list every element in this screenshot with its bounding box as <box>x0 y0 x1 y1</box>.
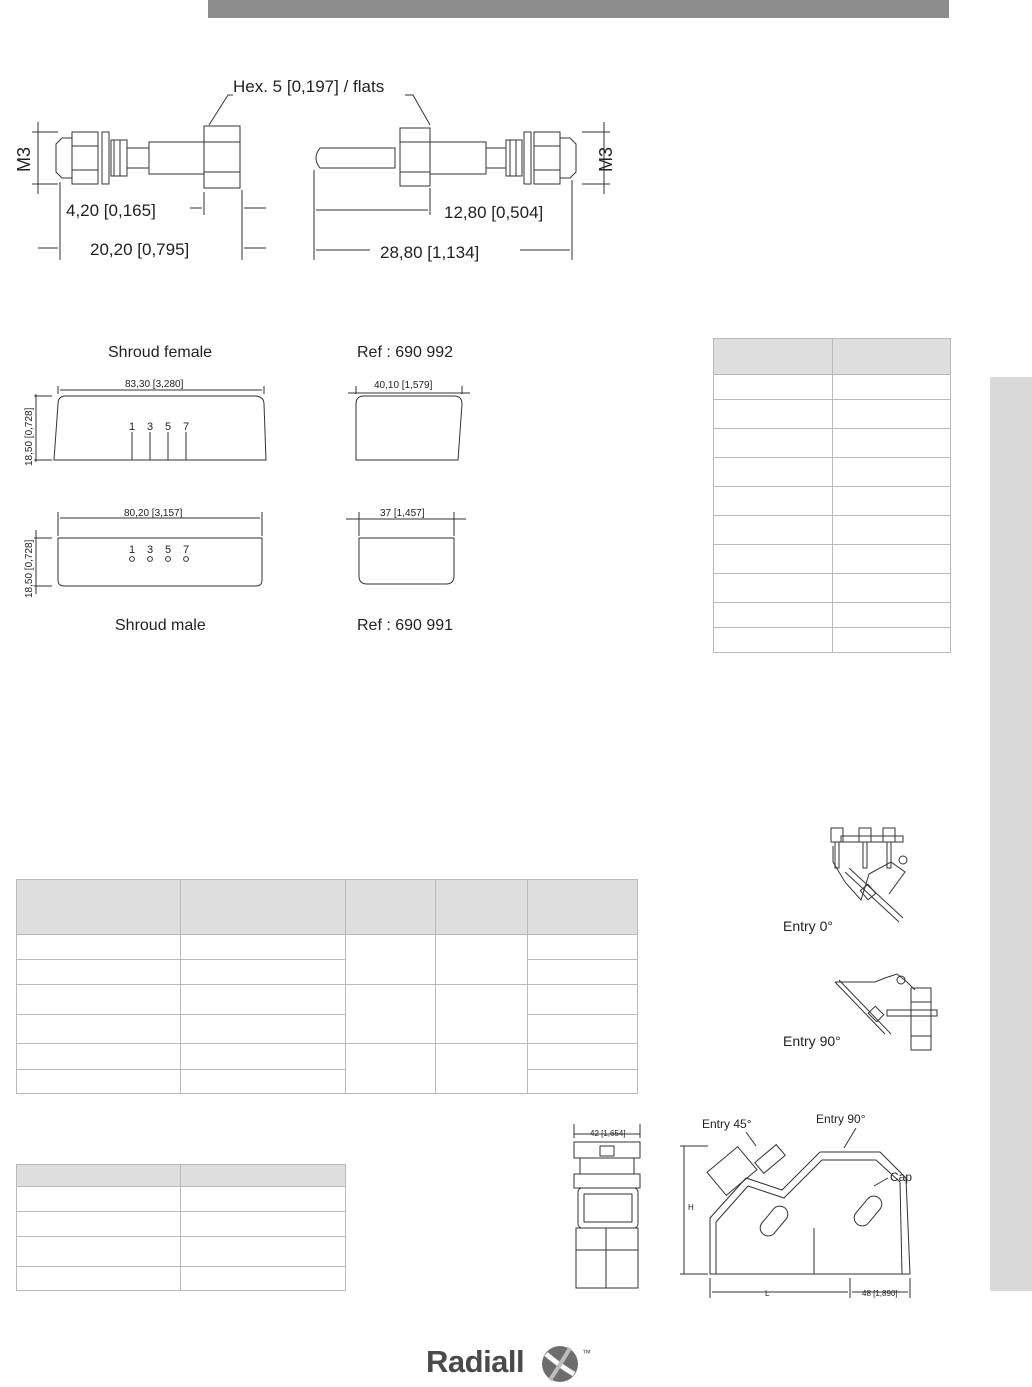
table-row <box>714 375 951 400</box>
table-row <box>714 574 951 603</box>
male-pin-3: 3 <box>147 544 154 556</box>
male-pin-7: 7 <box>183 544 190 556</box>
female-width-label: 83,30 [3,280] <box>125 379 184 390</box>
shroud-male-front <box>24 508 262 598</box>
dim-b-label: 20,20 [0,795] <box>90 240 190 259</box>
table-row <box>714 545 951 574</box>
table-row <box>17 1015 638 1044</box>
table-header-row <box>17 880 638 935</box>
female-pin-1: 1 <box>129 421 136 433</box>
male-contact <box>316 128 576 186</box>
entry-90-top-label: Entry 90° <box>816 1112 866 1126</box>
shroud-female-side <box>348 380 470 460</box>
table-row <box>714 603 951 628</box>
dim-d-label: 28,80 [1,134] <box>380 243 480 262</box>
offset-dim-label: 48 [1,890] <box>862 1289 898 1298</box>
hood-width-label: 42 [1,654] <box>590 1129 626 1138</box>
female-contact <box>56 126 240 188</box>
shroud-male-side <box>346 508 466 584</box>
cap-label: Cap <box>890 1170 913 1184</box>
dim-a-label: 4,20 [0,165] <box>66 201 156 220</box>
shroud-male-ref: Ref : 690 991 <box>357 617 454 634</box>
entry-0-sketch <box>831 828 907 922</box>
female-height-label: 18,50 [0,728] <box>24 407 35 466</box>
table-row <box>17 935 638 960</box>
hood-front-view <box>680 1112 912 1298</box>
bottom-small-table <box>16 1164 346 1291</box>
male-width-label: 80,20 [3,157] <box>124 508 183 519</box>
table-row <box>17 1237 346 1267</box>
male-pin-5: 5 <box>165 544 172 556</box>
male-side-width-label: 37 [1,457] <box>380 508 425 519</box>
entry-90-label: Entry 90° <box>783 1033 841 1049</box>
thread-right-label: M3 <box>596 146 616 172</box>
top-bar <box>208 0 949 18</box>
table-row <box>17 1212 346 1237</box>
table-row <box>714 628 951 653</box>
hood-entries-drawing <box>775 822 955 1062</box>
female-pin-7: 7 <box>183 421 190 433</box>
brand-mark-icon <box>540 1344 580 1384</box>
entry-90-sketch <box>835 974 937 1050</box>
dim-c-label: 12,80 [0,504] <box>444 203 544 222</box>
table-row <box>714 429 951 458</box>
male-height-label: 18,50 [0,728] <box>24 539 35 598</box>
side-tab <box>990 377 1032 1291</box>
table-row <box>17 1267 346 1291</box>
bottom-large-table <box>16 879 638 1094</box>
table-row <box>17 960 638 985</box>
entry-45-label: Entry 45° <box>702 1117 752 1131</box>
female-side-width-label: 40,10 [1,579] <box>374 380 433 391</box>
table-row <box>17 985 638 1015</box>
table-header-row <box>714 339 951 375</box>
shroud-drawing <box>18 336 488 642</box>
table-header-row <box>17 1165 346 1187</box>
shroud-female-front <box>24 379 266 466</box>
hood-side-view <box>574 1124 640 1288</box>
contact-drawing <box>10 70 630 270</box>
table-row <box>714 400 951 429</box>
trademark-symbol: ™ <box>582 1348 591 1358</box>
entry-0-label: Entry 0° <box>783 918 833 934</box>
shroud-female-ref: Ref : 690 992 <box>357 344 454 361</box>
h-label: H <box>688 1203 694 1212</box>
right-table <box>713 338 951 653</box>
hex-label: Hex. 5 [0,197] / flats <box>233 77 385 96</box>
table-row <box>17 1070 638 1094</box>
shroud-female-title: Shroud female <box>108 344 213 361</box>
thread-left-label: M3 <box>14 146 34 172</box>
table-row <box>17 1044 638 1070</box>
brand-name: Radiall <box>426 1344 525 1379</box>
male-pin-1: 1 <box>129 544 136 556</box>
shroud-male-title: Shroud male <box>115 617 206 634</box>
hood-assembly-drawing <box>560 1108 920 1304</box>
l-label: L <box>765 1289 770 1298</box>
female-pin-5: 5 <box>165 421 172 433</box>
female-pin-3: 3 <box>147 421 154 433</box>
table-row <box>714 516 951 545</box>
table-row <box>714 458 951 487</box>
table-row <box>714 487 951 516</box>
table-row <box>17 1187 346 1212</box>
radiall-logo <box>426 1342 606 1386</box>
